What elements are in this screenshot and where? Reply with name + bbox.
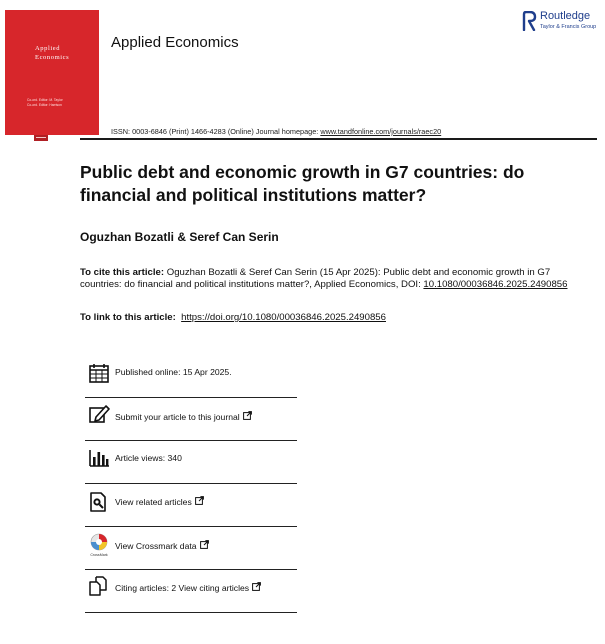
journal-homepage-link[interactable]: www.tandfonline.com/journals/raec20	[320, 127, 442, 136]
citing-articles-link[interactable]	[115, 582, 261, 593]
external-link-icon	[195, 496, 204, 505]
cover-title-line2: Economics	[35, 54, 70, 61]
cite-text: Oguzhan Bozatli & Seref Can Serin (15 Apr 2025): Public debt and economic growth in G7 countries: do financial and political institutions matter?, Applied Economics, DOI:	[80, 267, 551, 290]
article-authors: Oguzhan Bozatli & Seref Can Serin	[80, 230, 279, 244]
submit-article-item[interactable]	[85, 398, 297, 441]
link-label: To link to this article:	[80, 312, 176, 323]
edit-icon	[88, 404, 110, 424]
article-link-line	[80, 312, 386, 323]
published-online-text: Published online: 15 Apr 2025.	[115, 367, 232, 377]
publisher-subtitle: Taylor & Francis Group	[540, 24, 597, 30]
crossmark-item[interactable]	[85, 527, 297, 570]
submit-article-text: Submit your article to this journal	[115, 412, 240, 422]
submit-article-link[interactable]	[115, 411, 252, 422]
header-divider	[80, 138, 597, 140]
cover-title	[35, 44, 95, 62]
crossmark-logo-text: CrossMark	[90, 553, 108, 557]
related-articles-item[interactable]	[85, 484, 297, 527]
cover-title-line1: Applied	[35, 45, 61, 52]
article-views-text: Article views: 340	[115, 453, 182, 463]
cover-editors	[27, 98, 97, 108]
publisher-name: Routledge	[540, 10, 591, 22]
external-link-icon	[200, 540, 209, 549]
cover-publisher-logo-icon	[34, 135, 48, 141]
journal-cover	[5, 10, 99, 135]
article-doi-link[interactable]: https://doi.org/10.1080/00036846.2025.2490856	[181, 312, 386, 323]
bar-chart-icon	[88, 447, 110, 467]
published-online-item	[85, 355, 297, 398]
crossmark-icon	[88, 533, 110, 557]
routledge-r-icon	[521, 11, 537, 31]
crossmark-link[interactable]	[115, 540, 209, 551]
citing-articles-text: Citing articles: 2 View citing articles	[115, 583, 250, 593]
citing-articles-item[interactable]	[85, 570, 297, 613]
external-link-icon	[252, 582, 261, 591]
article-views-item	[85, 441, 297, 484]
article-title: Public debt and economic growth in G7 countries: do financial and political institutions matter?	[80, 162, 525, 205]
external-link-icon	[243, 411, 252, 420]
issn-line	[111, 127, 441, 136]
related-articles-text: View related articles	[115, 497, 192, 507]
cite-doi-link[interactable]: 10.1080/00036846.2025.2490856	[423, 279, 568, 290]
cover-editors-line1: Co-ord. Editor: M. Taylor	[27, 98, 63, 102]
issn-text: ISSN: 0003-6846 (Print) 1466-4283 (Online) Journal homepage:	[111, 127, 321, 136]
publisher-logo	[521, 9, 601, 33]
calendar-icon	[88, 363, 110, 383]
citation-block	[80, 267, 570, 291]
related-articles-link[interactable]	[115, 496, 204, 507]
cite-label: To cite this article:	[80, 267, 165, 278]
cover-editors-line2: Co-ord. Editor: Harrison	[27, 103, 62, 107]
search-document-icon	[88, 492, 110, 512]
documents-icon	[88, 576, 110, 596]
journal-title: Applied Economics	[111, 34, 239, 51]
crossmark-text: View Crossmark data	[115, 541, 197, 551]
